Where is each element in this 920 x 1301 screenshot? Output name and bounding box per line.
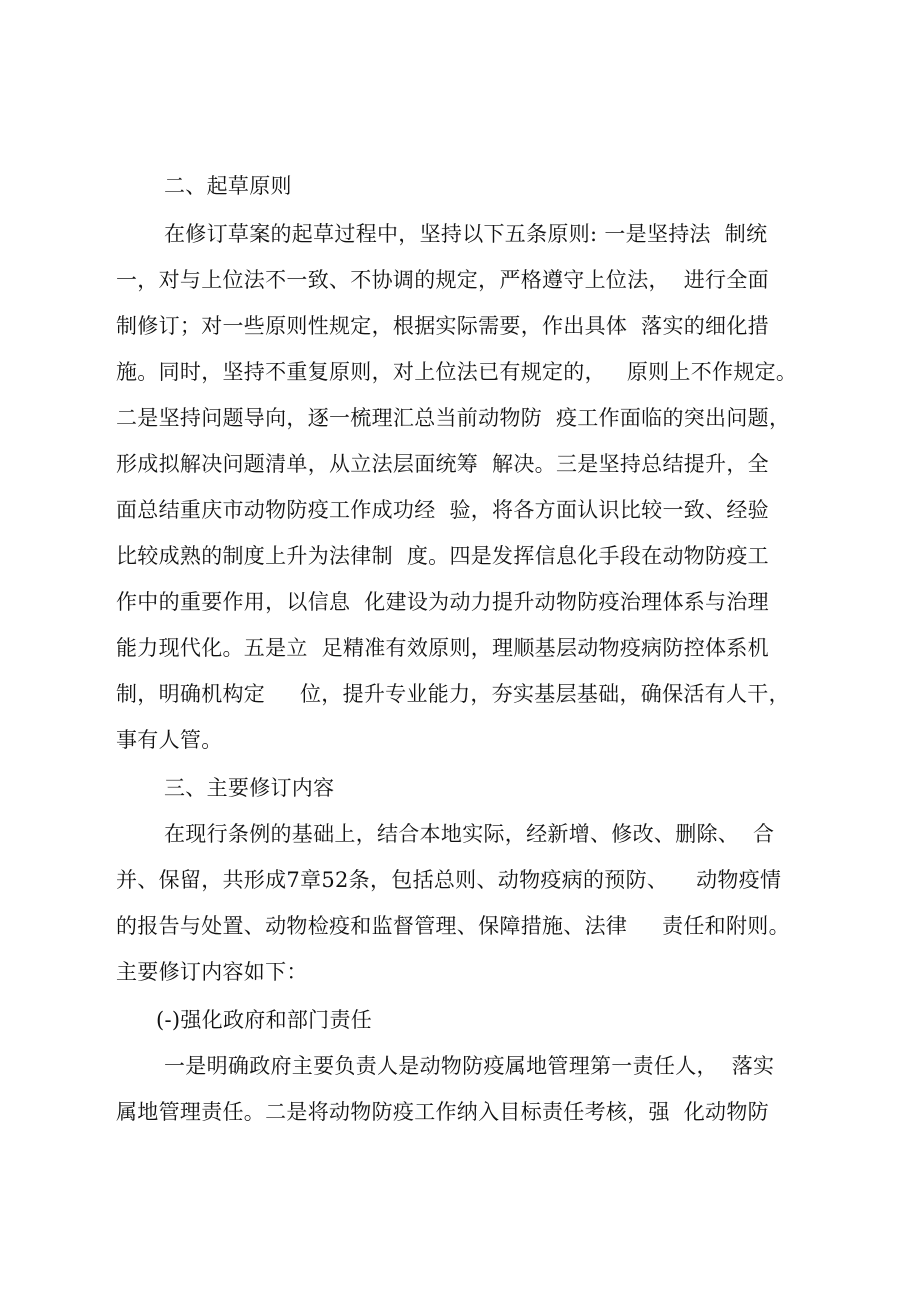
paragraph-line: 在现行条例的基础上，结合本地实际，经新增、修改、删除、 合 <box>164 822 775 846</box>
paragraph-line: 一是明确政府主要负责人是动物防疫属地管理第一责任人， 落实 <box>164 1054 775 1078</box>
paragraph-line: 属地管理责任。二是将动物防疫工作纳入目标责任考核，强 化动物防 <box>116 1100 769 1124</box>
paragraph-line: 形成拟解决问题清单，从立法层面统筹 解决。三是坚持总结提升，全 <box>116 452 769 476</box>
paragraph-line: 能力现代化。五是立 足精准有效原则，理顺基层动物疫病防控体系机 <box>116 636 769 660</box>
paragraph-line: 比较成熟的制度上升为法律制 度。四是发挥信息化手段在动物防疫工 <box>116 544 769 568</box>
paragraph-line: 的报告与处置、动物检疫和监督管理、保障措施、法律 责任和附则。 <box>116 914 790 938</box>
section-heading-main-revisions: 三、主要修订内容 <box>164 776 335 800</box>
paragraph-line: 施。同时，坚持不重复原则，对上位法已有规定的， 原则上不作规定。 <box>116 360 798 384</box>
paragraph-line: 作中的重要作用，以信息 化建设为动力提升动物防疫治理体系与治理 <box>116 590 769 614</box>
paragraph-line: 在修订草案的起草过程中，坚持以下五条原则: 一是坚持法 制统 <box>164 222 768 246</box>
paragraph-line: 主要修订内容如下： <box>116 960 308 984</box>
paragraph-line: 制，明确机构定 位，提升专业能力，夯实基层基础，确保活有人干， <box>116 682 790 706</box>
paragraph-line: 制修订；对一些原则性规定，根据实际需要，作出具体 落实的细化措 <box>116 314 769 338</box>
paragraph-line: 二是坚持问题导向，逐一梳理汇总当前动物防 疫工作面临的突出问题， <box>116 406 791 430</box>
paragraph-line: 并、保留，共形成7章52条，包括总则、动物疫病的预防、 动物疫情 <box>116 868 782 892</box>
paragraph-line: 面总结重庆市动物防疫工作成功经 验，将各方面认识比较一致、经验 <box>116 498 769 522</box>
paragraph-line: 事有人管。 <box>116 728 223 752</box>
section-heading-drafting-principles: 二、起草原则 <box>164 174 292 198</box>
paragraph-line: 一，对与上位法不一致、不协调的规定，严格遵守上位法， 进行全面 <box>116 268 769 292</box>
subsection-heading-government-responsibility: (-)强化政府和部门责任 <box>156 1008 373 1032</box>
